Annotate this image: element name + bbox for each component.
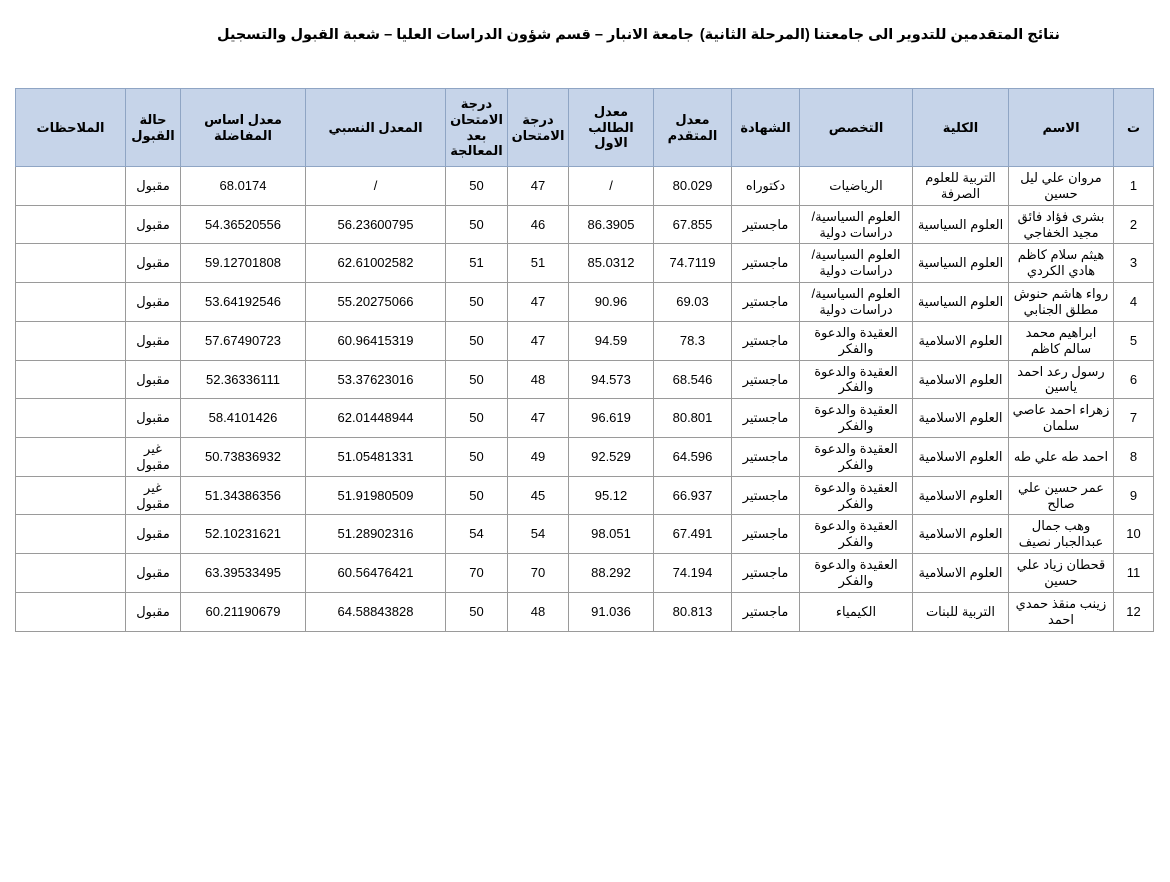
table-row — [16, 360, 1154, 399]
cell-college: التربية للعلوم الصرفة — [913, 167, 1009, 206]
cell-major: العلوم السياسية/دراسات دولية — [800, 244, 913, 283]
cell-exam-score-adjusted: 50 — [446, 592, 508, 631]
cell-applicant-avg: 67.855 — [654, 205, 732, 244]
table-row — [16, 592, 1154, 631]
cell-major: العقيدة والدعوة والفكر — [800, 399, 913, 438]
cell-applicant-avg: 80.029 — [654, 167, 732, 206]
cell-degree: ماجستير — [732, 515, 800, 554]
cell-college: العلوم السياسية — [913, 244, 1009, 283]
cell-index: 8 — [1114, 438, 1154, 477]
cell-degree: ماجستير — [732, 244, 800, 283]
cell-name: بشرى فؤاد فائق مجيد الخفاجي — [1009, 205, 1114, 244]
cell-exam-score: 47 — [508, 283, 569, 322]
cell-competition-base: 54.36520556 — [181, 205, 306, 244]
document-header — [0, 26, 1170, 70]
cell-status: مقبول — [126, 321, 181, 360]
cell-status: مقبول — [126, 515, 181, 554]
cell-notes — [16, 283, 126, 322]
cell-exam-score-adjusted: 50 — [446, 399, 508, 438]
cell-major: العلوم السياسية/دراسات دولية — [800, 283, 913, 322]
header-title: جامعة الانبار – قسم شؤون الدراسات العليا – شعبة القبول والتسجيل — [217, 27, 694, 43]
cell-notes — [16, 554, 126, 593]
column-header-notes: الملاحظات — [16, 89, 126, 167]
cell-status: مقبول — [126, 205, 181, 244]
cell-top-student-avg: 95.12 — [569, 476, 654, 515]
cell-exam-score-adjusted: 51 — [446, 244, 508, 283]
cell-exam-score: 54 — [508, 515, 569, 554]
cell-applicant-avg: 66.937 — [654, 476, 732, 515]
cell-relative-average: 53.37623016 — [306, 360, 446, 399]
cell-name: رواء هاشم حنوش مطلق الجنابي — [1009, 283, 1114, 322]
cell-applicant-avg: 64.596 — [654, 438, 732, 477]
table-header-row-group — [16, 89, 1154, 167]
cell-applicant-avg: 68.546 — [654, 360, 732, 399]
cell-college: العلوم الاسلامية — [913, 554, 1009, 593]
cell-college: العلوم الاسلامية — [913, 321, 1009, 360]
cell-notes — [16, 438, 126, 477]
cell-degree: ماجستير — [732, 476, 800, 515]
cell-index: 7 — [1114, 399, 1154, 438]
cell-exam-score: 48 — [508, 360, 569, 399]
cell-college: العلوم الاسلامية — [913, 476, 1009, 515]
cell-index: 11 — [1114, 554, 1154, 593]
cell-college: العلوم الاسلامية — [913, 515, 1009, 554]
cell-major: العقيدة والدعوة والفكر — [800, 360, 913, 399]
cell-exam-score-adjusted: 50 — [446, 167, 508, 206]
cell-competition-base: 52.10231621 — [181, 515, 306, 554]
cell-top-student-avg: 88.292 — [569, 554, 654, 593]
cell-applicant-avg: 67.491 — [654, 515, 732, 554]
cell-top-student-avg: 94.573 — [569, 360, 654, 399]
cell-college: التربية للبنات — [913, 592, 1009, 631]
cell-notes — [16, 244, 126, 283]
cell-top-student-avg: 92.529 — [569, 438, 654, 477]
cell-major: العقيدة والدعوة والفكر — [800, 321, 913, 360]
cell-notes — [16, 205, 126, 244]
table-header-row — [16, 89, 1154, 167]
cell-exam-score-adjusted: 50 — [446, 283, 508, 322]
cell-exam-score: 47 — [508, 321, 569, 360]
cell-competition-base: 60.21190679 — [181, 592, 306, 631]
header-subtitle: نتائج المتقدمين للتدوير الى جامعتنا (المرحلة الثانية) — [699, 27, 1060, 43]
cell-status: مقبول — [126, 167, 181, 206]
cell-degree: ماجستير — [732, 360, 800, 399]
cell-degree: ماجستير — [732, 399, 800, 438]
cell-exam-score: 46 — [508, 205, 569, 244]
table-row — [16, 321, 1154, 360]
cell-name: هيثم سلام كاظم هادي الكردي — [1009, 244, 1114, 283]
cell-notes — [16, 399, 126, 438]
cell-college: العلوم الاسلامية — [913, 399, 1009, 438]
cell-relative-average: 62.61002582 — [306, 244, 446, 283]
cell-index: 3 — [1114, 244, 1154, 283]
cell-major: العقيدة والدعوة والفكر — [800, 476, 913, 515]
cell-college: العلوم الاسلامية — [913, 438, 1009, 477]
cell-applicant-avg: 74.7119 — [654, 244, 732, 283]
cell-top-student-avg: 86.3905 — [569, 205, 654, 244]
cell-exam-score-adjusted: 50 — [446, 360, 508, 399]
cell-major: العقيدة والدعوة والفكر — [800, 554, 913, 593]
cell-degree: ماجستير — [732, 592, 800, 631]
cell-major: العقيدة والدعوة والفكر — [800, 515, 913, 554]
cell-index: 5 — [1114, 321, 1154, 360]
column-header-top-student-avg: معدل الطالب الاول — [569, 89, 654, 167]
cell-name: رسول رعد احمد ياسين — [1009, 360, 1114, 399]
cell-exam-score: 47 — [508, 399, 569, 438]
cell-competition-base: 59.12701808 — [181, 244, 306, 283]
results-table — [15, 88, 1154, 632]
column-header-index: ت — [1114, 89, 1154, 167]
cell-relative-average: / — [306, 167, 446, 206]
cell-relative-average: 51.28902316 — [306, 515, 446, 554]
cell-competition-base: 63.39533495 — [181, 554, 306, 593]
cell-exam-score: 49 — [508, 438, 569, 477]
cell-college: العلوم السياسية — [913, 205, 1009, 244]
cell-relative-average: 62.01448944 — [306, 399, 446, 438]
cell-name: زينب منقذ حمدي احمد — [1009, 592, 1114, 631]
cell-notes — [16, 360, 126, 399]
column-header-college: الكلية — [913, 89, 1009, 167]
cell-relative-average: 51.91980509 — [306, 476, 446, 515]
cell-applicant-avg: 69.03 — [654, 283, 732, 322]
column-header-exam-score: درجة الامتحان — [508, 89, 569, 167]
cell-competition-base: 58.4101426 — [181, 399, 306, 438]
column-header-status: حالة القبول — [126, 89, 181, 167]
column-header-exam-score-adjusted: درجة الامتحان بعد المعالجة — [446, 89, 508, 167]
table-row — [16, 438, 1154, 477]
cell-name: زهراء احمد عاصي سلمان — [1009, 399, 1114, 438]
cell-name: قحطان زياد علي حسين — [1009, 554, 1114, 593]
cell-status: مقبول — [126, 360, 181, 399]
cell-degree: ماجستير — [732, 205, 800, 244]
cell-status: مقبول — [126, 283, 181, 322]
cell-exam-score: 48 — [508, 592, 569, 631]
column-header-major: التخصص — [800, 89, 913, 167]
cell-major: الكيمياء — [800, 592, 913, 631]
cell-status: مقبول — [126, 592, 181, 631]
column-header-competition-base: معدل اساس المفاضلة — [181, 89, 306, 167]
cell-name: عمر حسين علي صالح — [1009, 476, 1114, 515]
cell-exam-score-adjusted: 50 — [446, 476, 508, 515]
cell-name: مروان علي ليل حسين — [1009, 167, 1114, 206]
cell-college: العلوم السياسية — [913, 283, 1009, 322]
cell-relative-average: 51.05481331 — [306, 438, 446, 477]
table-row — [16, 167, 1154, 206]
cell-status: مقبول — [126, 244, 181, 283]
cell-status: مقبول — [126, 399, 181, 438]
cell-degree: ماجستير — [732, 283, 800, 322]
cell-competition-base: 51.34386356 — [181, 476, 306, 515]
cell-index: 1 — [1114, 167, 1154, 206]
cell-exam-score: 70 — [508, 554, 569, 593]
cell-index: 12 — [1114, 592, 1154, 631]
cell-top-student-avg: 91.036 — [569, 592, 654, 631]
cell-degree: ماجستير — [732, 554, 800, 593]
cell-major: العقيدة والدعوة والفكر — [800, 438, 913, 477]
cell-exam-score: 45 — [508, 476, 569, 515]
cell-status: غير مقبول — [126, 476, 181, 515]
cell-top-student-avg: / — [569, 167, 654, 206]
cell-competition-base: 53.64192546 — [181, 283, 306, 322]
cell-exam-score: 51 — [508, 244, 569, 283]
cell-name: وهب جمال عبدالجبار نصيف — [1009, 515, 1114, 554]
cell-college: العلوم الاسلامية — [913, 360, 1009, 399]
table-row — [16, 476, 1154, 515]
table-row — [16, 205, 1154, 244]
column-header-degree: الشهادة — [732, 89, 800, 167]
cell-status: مقبول — [126, 554, 181, 593]
cell-index: 9 — [1114, 476, 1154, 515]
results-table-container — [16, 88, 1154, 632]
cell-exam-score-adjusted: 50 — [446, 438, 508, 477]
cell-index: 2 — [1114, 205, 1154, 244]
cell-index: 10 — [1114, 515, 1154, 554]
cell-relative-average: 60.56476421 — [306, 554, 446, 593]
cell-exam-score-adjusted: 70 — [446, 554, 508, 593]
cell-degree: دكتوراه — [732, 167, 800, 206]
cell-top-student-avg: 94.59 — [569, 321, 654, 360]
cell-exam-score-adjusted: 50 — [446, 321, 508, 360]
cell-relative-average: 60.96415319 — [306, 321, 446, 360]
cell-index: 6 — [1114, 360, 1154, 399]
cell-relative-average: 55.20275066 — [306, 283, 446, 322]
cell-major: الرياضيات — [800, 167, 913, 206]
table-body — [16, 167, 1154, 632]
cell-name: احمد طه علي طه — [1009, 438, 1114, 477]
cell-notes — [16, 476, 126, 515]
column-header-name: الاسم — [1009, 89, 1114, 167]
cell-relative-average: 56.23600795 — [306, 205, 446, 244]
cell-notes — [16, 592, 126, 631]
table-row — [16, 244, 1154, 283]
cell-competition-base: 68.0174 — [181, 167, 306, 206]
cell-applicant-avg: 74.194 — [654, 554, 732, 593]
table-row — [16, 554, 1154, 593]
cell-relative-average: 64.58843828 — [306, 592, 446, 631]
cell-degree: ماجستير — [732, 438, 800, 477]
cell-top-student-avg: 96.619 — [569, 399, 654, 438]
cell-competition-base: 52.36336111 — [181, 360, 306, 399]
cell-competition-base: 50.73836932 — [181, 438, 306, 477]
cell-name: ابراهيم محمد سالم كاظم — [1009, 321, 1114, 360]
cell-notes — [16, 321, 126, 360]
cell-exam-score: 47 — [508, 167, 569, 206]
cell-index: 4 — [1114, 283, 1154, 322]
cell-exam-score-adjusted: 50 — [446, 205, 508, 244]
table-row — [16, 515, 1154, 554]
cell-top-student-avg: 98.051 — [569, 515, 654, 554]
cell-top-student-avg: 85.0312 — [569, 244, 654, 283]
cell-degree: ماجستير — [732, 321, 800, 360]
cell-applicant-avg: 78.3 — [654, 321, 732, 360]
cell-status: غير مقبول — [126, 438, 181, 477]
table-row — [16, 283, 1154, 322]
column-header-relative-average: المعدل النسبي — [306, 89, 446, 167]
cell-major: العلوم السياسية/دراسات دولية — [800, 205, 913, 244]
cell-notes — [16, 167, 126, 206]
cell-top-student-avg: 90.96 — [569, 283, 654, 322]
cell-competition-base: 57.67490723 — [181, 321, 306, 360]
cell-applicant-avg: 80.813 — [654, 592, 732, 631]
table-row — [16, 399, 1154, 438]
cell-exam-score-adjusted: 54 — [446, 515, 508, 554]
column-header-applicant-avg: معدل المتقدم — [654, 89, 732, 167]
cell-notes — [16, 515, 126, 554]
cell-applicant-avg: 80.801 — [654, 399, 732, 438]
